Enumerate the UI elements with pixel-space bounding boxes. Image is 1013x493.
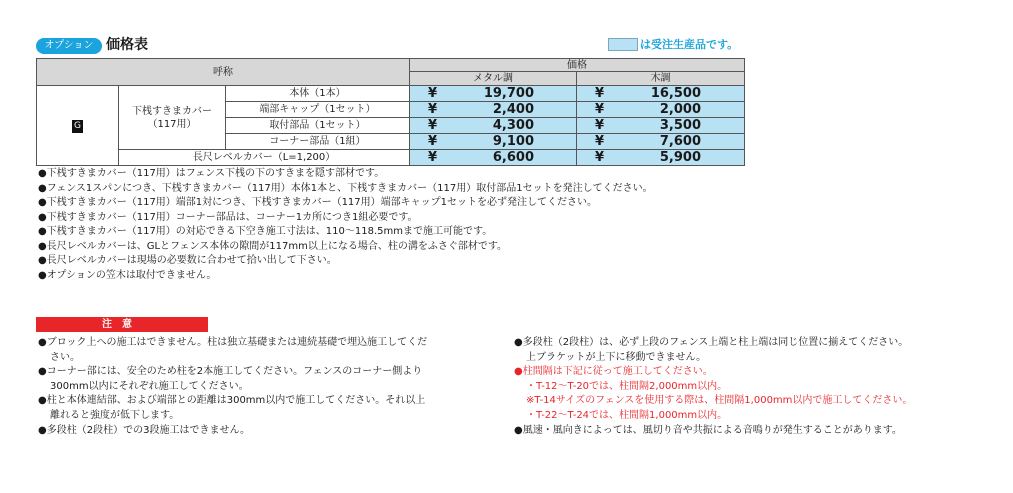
- metal-price: ¥ 19,700: [410, 86, 577, 102]
- caution-item-cont: 離れると強度が低下します。: [50, 409, 180, 421]
- item-name: 取付部品（1セット）: [226, 118, 410, 134]
- metal-price: ¥ 6,600: [410, 150, 577, 166]
- caution-left-column: [38, 336, 508, 438]
- caution-item: ●風速・風向きによっては、風切り音や共振による音鳴りが発生することがあります。: [514, 424, 902, 436]
- notes-list: [38, 167, 653, 283]
- caution-item: ●コーナー部には、安全のため柱を2本施工してください。フェンスのコーナー側より: [38, 366, 423, 378]
- caution-item: ●ブロック上への施工はできません。柱は独立基礎または連続基礎で埋込施工してくだ: [38, 337, 428, 348]
- caution-right-column: [514, 336, 984, 438]
- option-badge: オプション: [36, 38, 102, 54]
- table-row: [37, 86, 745, 102]
- item-name: 本体（1本）: [226, 86, 410, 102]
- item-name: 長尺レベルカバー（L=1,200）: [119, 150, 410, 166]
- note-item: ●フェンス1スパンにつき、下桟すきまカバー（117用）本体1本と、下桟すきまカバー（117用）取付部品1セットを発注してください。: [38, 182, 653, 194]
- caution-item-cont: 上ブラケットが上下に移動できません。: [526, 351, 707, 363]
- wood-price: ¥ 3,500: [577, 118, 745, 134]
- note-item: ●長尺レベルカバーは、GLとフェンス本体の隙間が117mm以上になる場合、柱の溝をふさぐ部材です。: [38, 240, 508, 252]
- caution-item-post-spacing: ●柱間隔は下記に従って施工してください。: [514, 366, 713, 378]
- made-to-order-swatch: [608, 38, 638, 51]
- header-price: 価格: [410, 59, 745, 72]
- wood-price: ¥ 7,600: [577, 134, 745, 150]
- group-label: 下桟すきまカバー（117用）: [119, 86, 226, 150]
- metal-price: ¥ 9,100: [410, 134, 577, 150]
- header-metal: メタル調: [410, 72, 577, 86]
- page-title: 価格表: [106, 37, 148, 53]
- caution-item-cont: ※T-14サイズのフェンスを使用する際は、柱間隔1,000mm以内で施工してください。: [526, 395, 913, 407]
- note-item: ●下桟すきまカバー（117用）端部1対につき、下桟すきまカバー（117用）端部キャップ1セットを必ず発注してください。: [38, 197, 598, 208]
- caution-item-cont: さい。: [50, 351, 80, 363]
- metal-price: ¥ 4,300: [410, 118, 577, 134]
- wood-price: ¥ 2,000: [577, 102, 745, 118]
- caution-item-cont: ・T-12〜T-20では、柱間隔2,000mm以内。: [526, 380, 728, 392]
- caution-item: ●柱と本体連結部、および端部との距離は300mm以内で施工してください。それ以上: [38, 395, 426, 407]
- item-name: コーナー部品（1組）: [226, 134, 410, 150]
- metal-price: ¥ 2,400: [410, 102, 577, 118]
- note-item: ●下桟すきまカバー（117用）はフェンス下桟の下のすきまを隠す部材です。: [38, 168, 385, 179]
- note-item: ●長尺レベルカバーは現場の必要数に合わせて拾い出して下さい。: [38, 255, 337, 266]
- made-to-order-legend: は受注生産品です。: [640, 38, 739, 51]
- note-item: ●オプションの笠木は取付できません。: [38, 269, 217, 281]
- g-badge: G: [72, 120, 83, 133]
- caution-item: ●多段柱（2段柱）での3段施工はできません。: [38, 424, 251, 436]
- wood-price: ¥ 16,500: [577, 86, 745, 102]
- caution-item-cont: ・T-22〜T-24では、柱間隔1,000mm以内。: [526, 409, 728, 421]
- caution-item-cont: 300mm以内にそれぞれ施工してください。: [50, 380, 249, 392]
- caution-heading: 注意: [36, 317, 208, 332]
- wood-price: ¥ 5,900: [577, 150, 745, 166]
- price-table: [36, 58, 745, 166]
- table-row: [37, 150, 745, 166]
- header-name: 呼称: [37, 59, 410, 86]
- caution-item: ●多段柱（2段柱）は、必ず上段のフェンス上端と柱上端は同じ位置に揃えてください。: [514, 337, 909, 348]
- header-wood: 木調: [577, 72, 745, 86]
- note-item: ●下桟すきまカバー（117用）の対応できる下空き施工寸法は、110〜118.5mmまで施工可能です。: [38, 226, 493, 237]
- item-name: 端部キャップ（1セット）: [226, 102, 410, 118]
- note-item: ●下桟すきまカバー（117用）コーナー部品は、コーナー1カ所につき1組必要です。: [38, 211, 418, 223]
- g-cell: [37, 86, 119, 166]
